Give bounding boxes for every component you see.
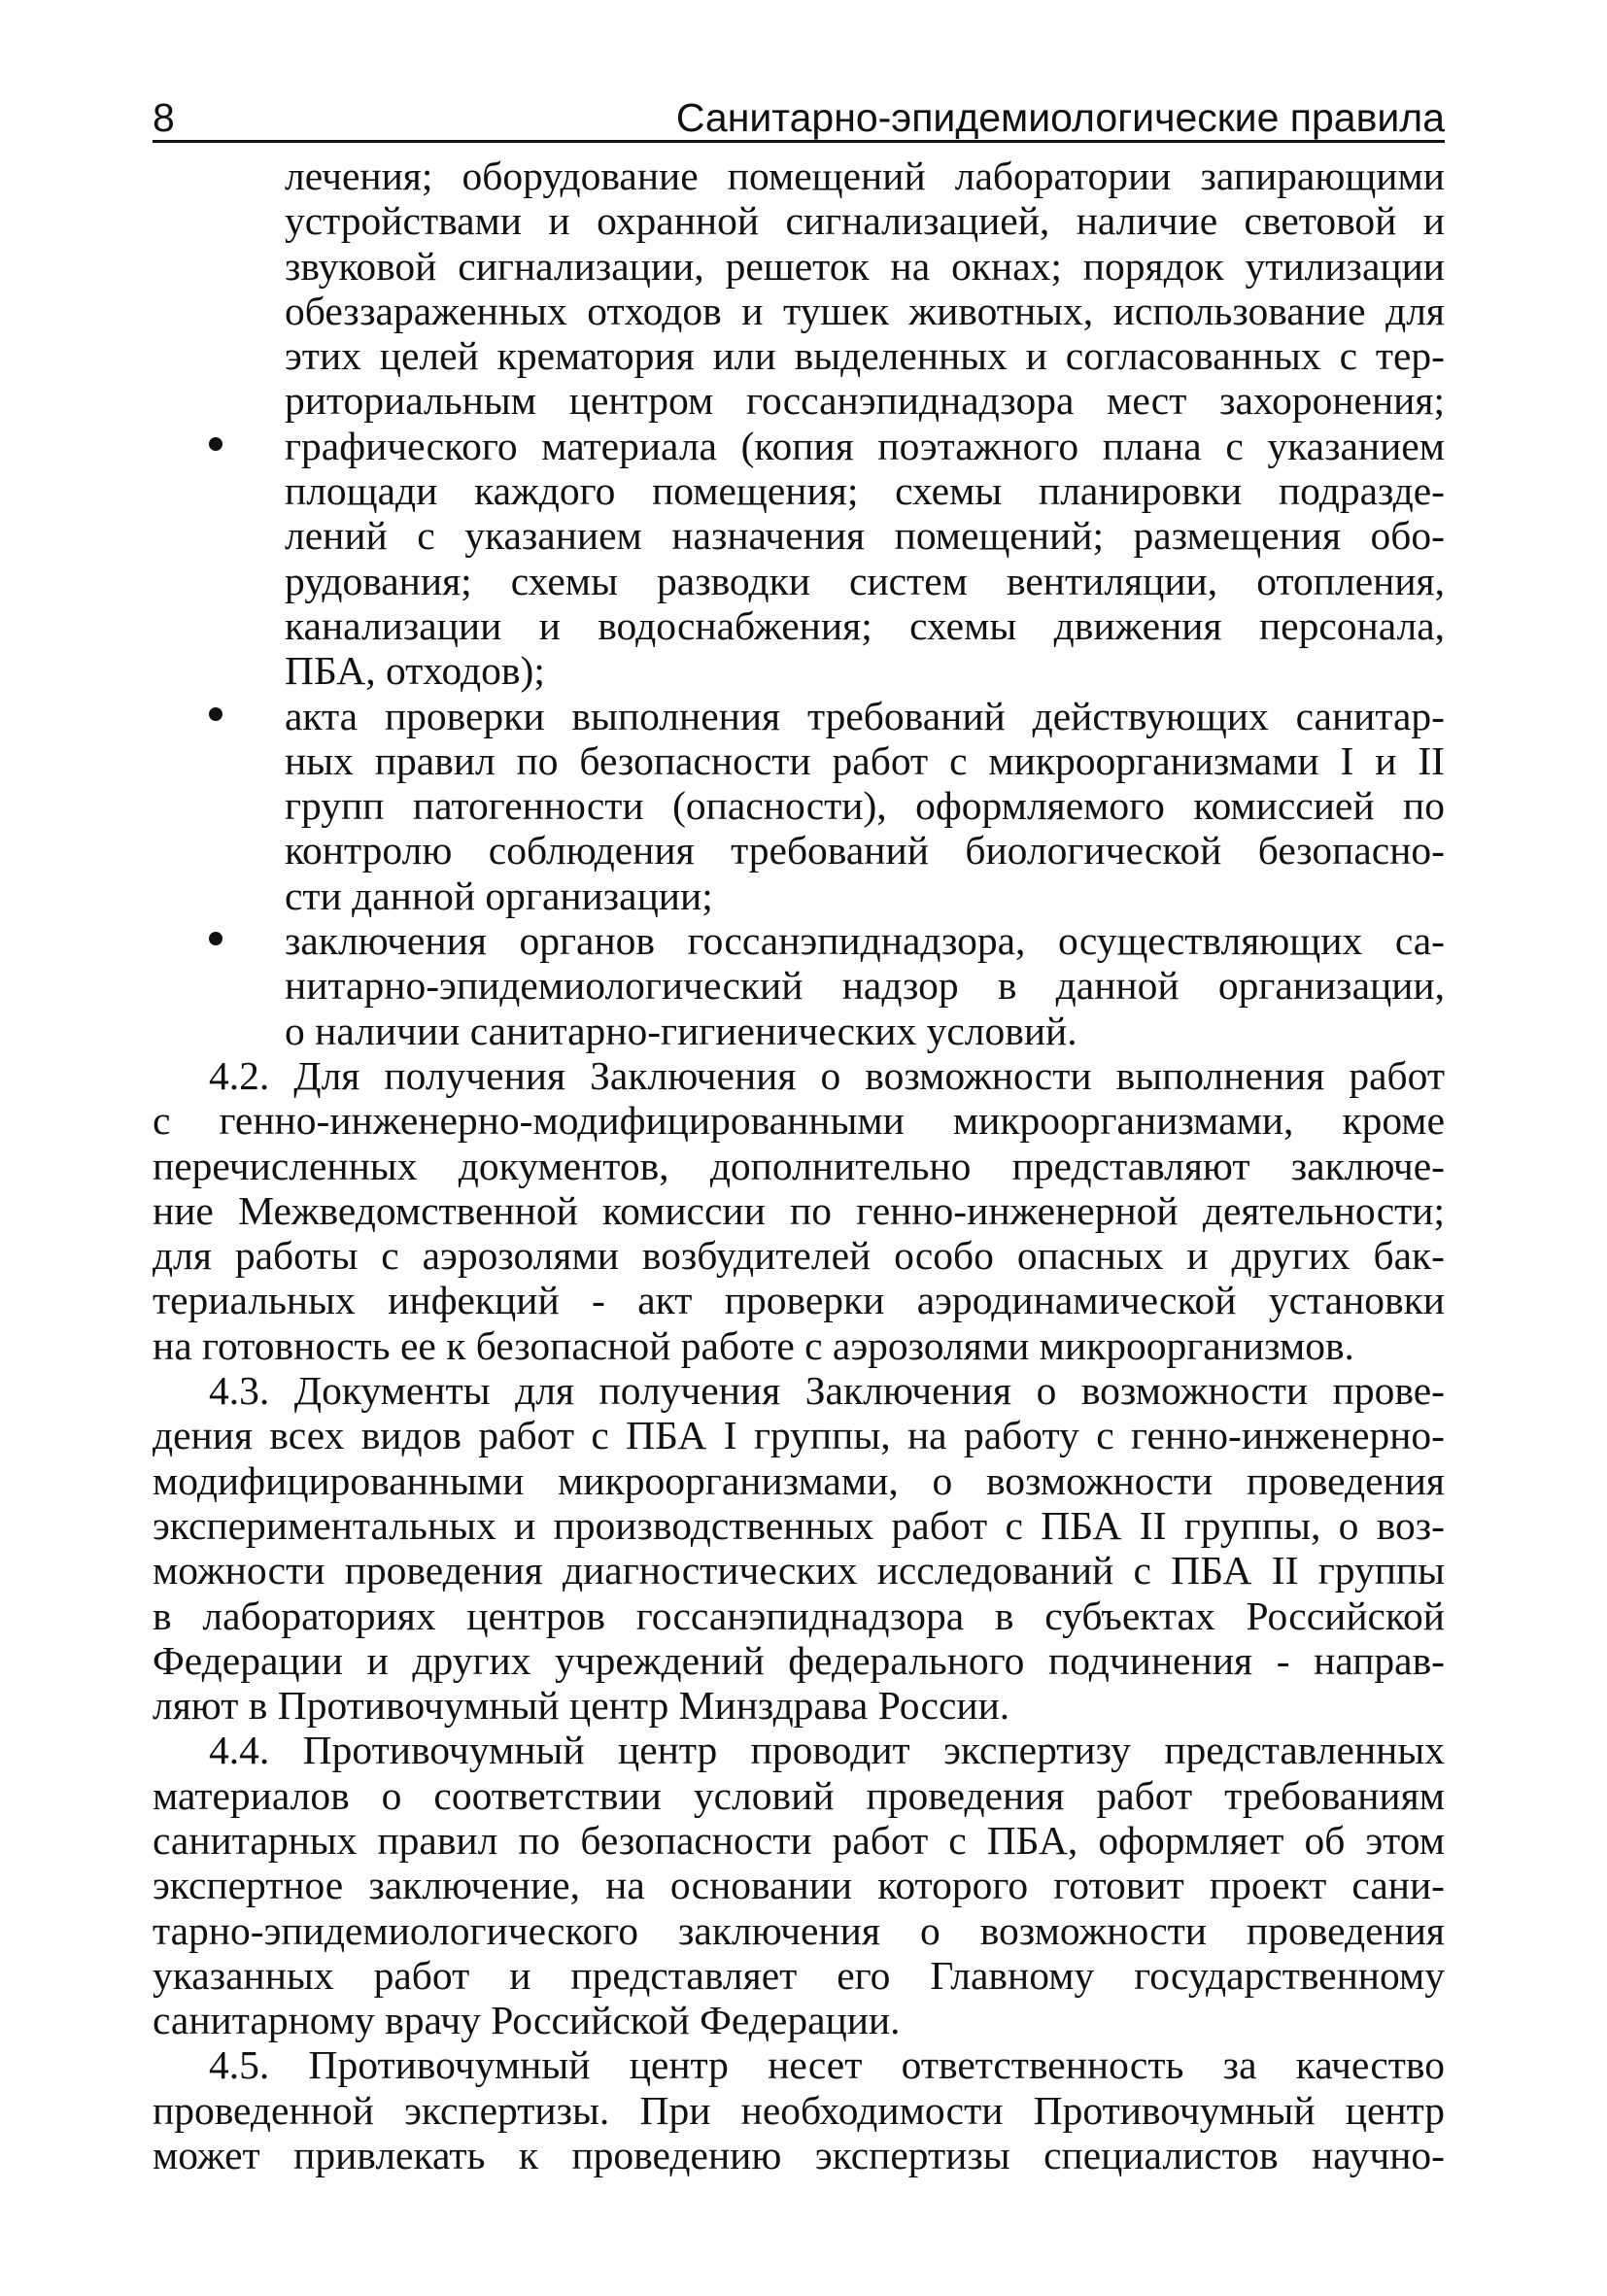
text-line: акта проверки выполнения требований действующих санитар- <box>285 694 1445 738</box>
bullet-icon <box>209 437 222 451</box>
text-line: лений с указанием назначения помещений; размещения обо- <box>285 513 1445 559</box>
bullet-icon <box>209 707 222 721</box>
text-line: Федерации и других учреждений федерального подчинения - направ- <box>153 1637 1445 1683</box>
text-line: санитарных правил по безопасности работ с ПБА, оформляет об этом <box>153 1817 1445 1863</box>
text-line: можности проведения диагностических исследований с ПБА II группы <box>153 1548 1445 1593</box>
text-line: ние Межведомственной комиссии по генно-инженерной деятельности; <box>153 1187 1445 1233</box>
text-line: модифицированными микроорганизмами, о возможности проведения <box>153 1457 1445 1503</box>
text-line: ных правил по безопасности работ с микроорганизмами I и II <box>285 737 1445 783</box>
paragraph-4-2 <box>153 1053 1445 1368</box>
text-line: 4.4. Противочумный центр проводит экспертизу представленных <box>209 1728 1445 1773</box>
text-line: 4.5. Противочумный центр несет ответственность за качество <box>209 2042 1445 2088</box>
text-line: площади каждого помещения; схемы планировки подразде- <box>285 468 1445 514</box>
text-line: проведенной экспертизы. При необходимости Противочумный центр <box>153 2087 1445 2133</box>
text-line: материалов о соответствии условий проведения работ требованиям <box>153 1772 1445 1818</box>
text-line: санитарному врачу Российской Федерации. <box>153 1998 901 2043</box>
text-line: нитарно-эпидемиологический надзор в данной организации, <box>285 963 1445 1009</box>
bullet-item <box>285 424 1445 694</box>
text-line: обеззараженных отходов и тушек животных, использование для <box>285 288 1445 333</box>
text-line: экспериментальных и производственных работ с ПБА II группы, о воз- <box>153 1502 1445 1548</box>
body-text <box>153 154 1445 2177</box>
text-line: ПБА, отходов); <box>285 648 545 694</box>
text-line: рудования; схемы разводки систем вентиляции, отопления, <box>285 558 1445 603</box>
running-title: Санитарно-эпидемиологические правила <box>675 95 1445 140</box>
text-line: перечисленных документов, дополнительно представляют заключе- <box>153 1143 1445 1188</box>
text-line: тарно-эпидемиологического заключения о возможности проведения <box>153 1907 1445 1953</box>
text-line: контролю соблюдения требований биологической безопасно- <box>285 828 1445 874</box>
text-line: заключения органов госсанэпиднадзора, осуществляющих са- <box>285 918 1445 963</box>
text-line: канализации и водоснабжения; схемы движения персонала, <box>285 602 1445 648</box>
paragraph-4-4 <box>153 1728 1445 2042</box>
text-line: в лабораториях центров госсанэпиднадзора в субъектах Российской <box>153 1593 1445 1638</box>
text-line: ляют в Противочумный центр Минздрава России. <box>153 1683 1010 1729</box>
text-line: сти данной организации; <box>285 873 713 918</box>
text-line: с генно-инженерно-модифицированными микроорганизмами, кроме <box>153 1098 1445 1144</box>
bullet-icon <box>209 932 222 945</box>
text-line: лечения; оборудование помещений лаборатории запирающими <box>285 154 1445 198</box>
text-line: 4.3. Документы для получения Заключения о возможности прове- <box>209 1368 1445 1414</box>
text-line: дения всех видов работ с ПБА I группы, на работу с генно-инженерно- <box>153 1413 1445 1458</box>
bullet-item <box>285 694 1445 918</box>
paragraph-4-3 <box>153 1368 1445 1728</box>
text-line: 4.2. Для получения Заключения о возможности выполнения работ <box>209 1052 1445 1098</box>
text-line: этих целей крематория или выделенных и согласованных с тер- <box>285 333 1445 379</box>
text-line: звуковой сигнализации, решеток на окнах; порядок утилизации <box>285 243 1445 289</box>
text-line: может привлекать к проведению экспертизы специалистов научно- <box>153 2133 1445 2178</box>
text-line: териальных инфекций - акт проверки аэродинамической установки <box>153 1278 1445 1323</box>
text-line: риториальным центром госсанэпиднадзора мест захоронения; <box>285 378 1445 424</box>
bullet-item <box>285 918 1445 1053</box>
text-line: графического материала (копия поэтажного плана с указанием <box>285 424 1445 468</box>
text-line: для работы с аэрозолями возбудителей особо опасных и других бак- <box>153 1233 1445 1279</box>
text-line: групп патогенности (опасности), оформляемого комиссией по <box>285 783 1445 829</box>
text-line: о наличии санитарно-гигиенических условий. <box>285 1008 1077 1053</box>
text-line: устройствами и охранной сигнализацией, наличие световой и <box>285 198 1445 244</box>
paragraph-4-5 <box>153 2042 1445 2177</box>
text-line: экспертное заключение, на основании которого готовит проект сани- <box>153 1863 1445 1908</box>
text-line: указанных работ и представляет его Главному государственному <box>153 1952 1445 1998</box>
text-line: на готовность ее к безопасной работе с аэрозолями микроорганизмов. <box>153 1322 1354 1368</box>
list-continuation <box>285 154 1445 424</box>
running-head <box>153 80 1445 143</box>
page-number: 8 <box>153 95 175 140</box>
